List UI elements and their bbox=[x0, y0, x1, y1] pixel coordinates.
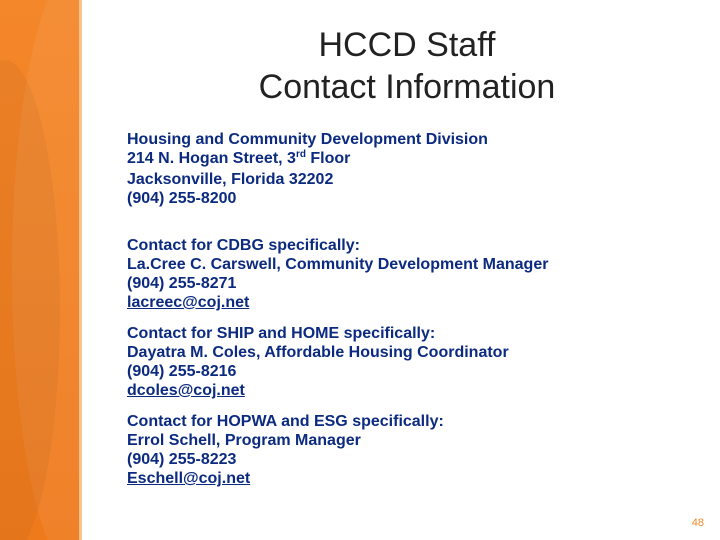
street-superscript: rd bbox=[295, 149, 306, 160]
contact-person: La.Cree C. Carswell, Community Development Manager bbox=[127, 256, 549, 273]
contact-person: Dayatra M. Coles, Affordable Housing Coordinator bbox=[127, 344, 509, 361]
title-line-2: Contact Information bbox=[258, 68, 556, 106]
sidebar-edge-line bbox=[79, 0, 82, 540]
division-street bbox=[127, 149, 687, 170]
contact-block-cdbg bbox=[127, 236, 687, 312]
contact-heading: Contact for SHIP and HOME specifically: bbox=[127, 325, 436, 342]
contact-email-link[interactable]: Eschell@coj.net bbox=[127, 470, 251, 487]
contact-email-link[interactable]: dcoles@coj.net bbox=[127, 382, 245, 399]
contact-content bbox=[127, 130, 687, 488]
street-suffix: Floor bbox=[305, 150, 351, 167]
contact-email-link[interactable]: lacreec@coj.net bbox=[127, 294, 250, 311]
title-line-1: HCCD Staff bbox=[318, 26, 496, 64]
page-number: 48 bbox=[691, 517, 704, 529]
orange-sidebar bbox=[0, 0, 79, 540]
contact-person: Errol Schell, Program Manager bbox=[127, 432, 361, 449]
division-phone: (904) 255-8200 bbox=[127, 190, 237, 207]
contact-block-ship-home bbox=[127, 324, 687, 400]
slide-title bbox=[200, 24, 614, 108]
contact-phone: (904) 255-8271 bbox=[127, 275, 237, 292]
contact-heading: Contact for CDBG specifically: bbox=[127, 237, 360, 254]
division-city: Jacksonville, Florida 32202 bbox=[127, 171, 334, 188]
street-prefix: 214 N. Hogan Street, 3 bbox=[127, 150, 296, 167]
contact-phone: (904) 255-8216 bbox=[127, 363, 237, 380]
contact-heading: Contact for HOPWA and ESG specifically: bbox=[127, 413, 444, 430]
contact-block-hopwa-esg bbox=[127, 412, 687, 488]
contact-phone: (904) 255-8223 bbox=[127, 451, 237, 468]
division-block bbox=[127, 130, 687, 208]
division-name: Housing and Community Development Division bbox=[127, 131, 488, 148]
